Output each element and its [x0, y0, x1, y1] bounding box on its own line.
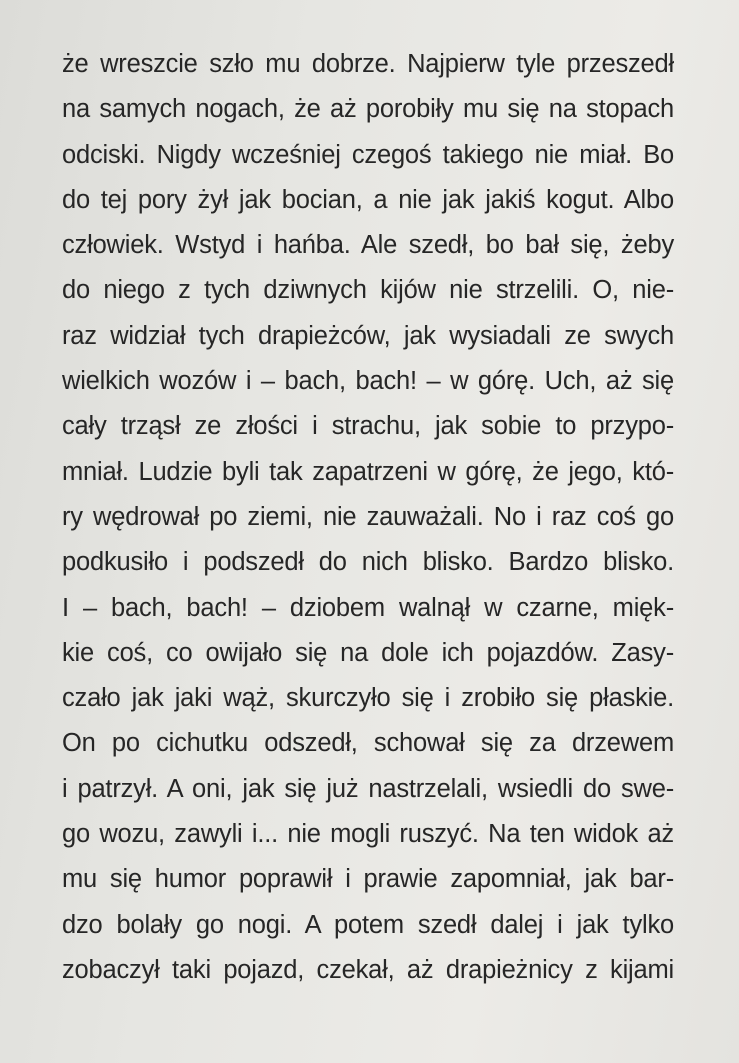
- text-line: do tej pory żył jak bocian, a nie jak jakiś kogut. Albo: [62, 185, 674, 214]
- text-line: go wozu, zawyli i... nie mogli ruszyć. Na ten widok aż: [62, 820, 674, 849]
- text-line: człowiek. Wstyd i hańba. Ale szedł, bo bał się, żeby: [62, 231, 674, 260]
- text-line: mu się humor poprawił i prawie zapomniał, jak bar-: [62, 865, 674, 894]
- body-text: [62, 42, 674, 993]
- text-line: mniał. Ludzie byli tak zapatrzeni w górę, że jego, któ-: [62, 457, 674, 486]
- text-line: ry wędrował po ziemi, nie zauważali. No i raz coś go: [62, 502, 674, 531]
- text-line: że wreszcie szło mu dobrze. Najpierw tyle przeszedł: [62, 50, 674, 78]
- text-line: do niego z tych dziwnych kijów nie strzelili. O, nie-: [62, 276, 674, 305]
- text-line: wielkich wozów i – bach, bach! – w górę. Uch, aż się: [62, 367, 674, 396]
- text-line: na samych nogach, że aż porobiły mu się na stopach: [62, 95, 674, 124]
- text-line: dzo bolały go nogi. A potem szedł dalej i jak tylko: [62, 910, 674, 939]
- text-line: podkusiło i podszedł do nich blisko. Bardzo blisko.: [62, 548, 674, 577]
- text-line: czało jak jaki wąż, skurczyło się i zrobiło się płaskie.: [62, 684, 674, 713]
- text-line: zobaczył taki pojazd, czekał, aż drapieżnicy z kijami: [62, 955, 674, 984]
- text-line: kie coś, co owijało się na dole ich pojazdów. Zasy-: [62, 638, 674, 667]
- text-line: On po cichutku odszedł, schował się za drzewem: [62, 729, 674, 758]
- text-line: odciski. Nigdy wcześniej czegoś takiego nie miał. Bo: [62, 140, 674, 169]
- text-line: raz widział tych drapieżców, jak wysiadali ze swych: [62, 321, 674, 350]
- text-line: I – bach, bach! – dziobem walnął w czarne, mięk-: [62, 593, 674, 622]
- text-line: cały trząsł ze złości i strachu, jak sobie to przypo-: [62, 412, 674, 441]
- text-line: i patrzył. A oni, jak się już nastrzelali, wsiedli do swe-: [62, 774, 674, 803]
